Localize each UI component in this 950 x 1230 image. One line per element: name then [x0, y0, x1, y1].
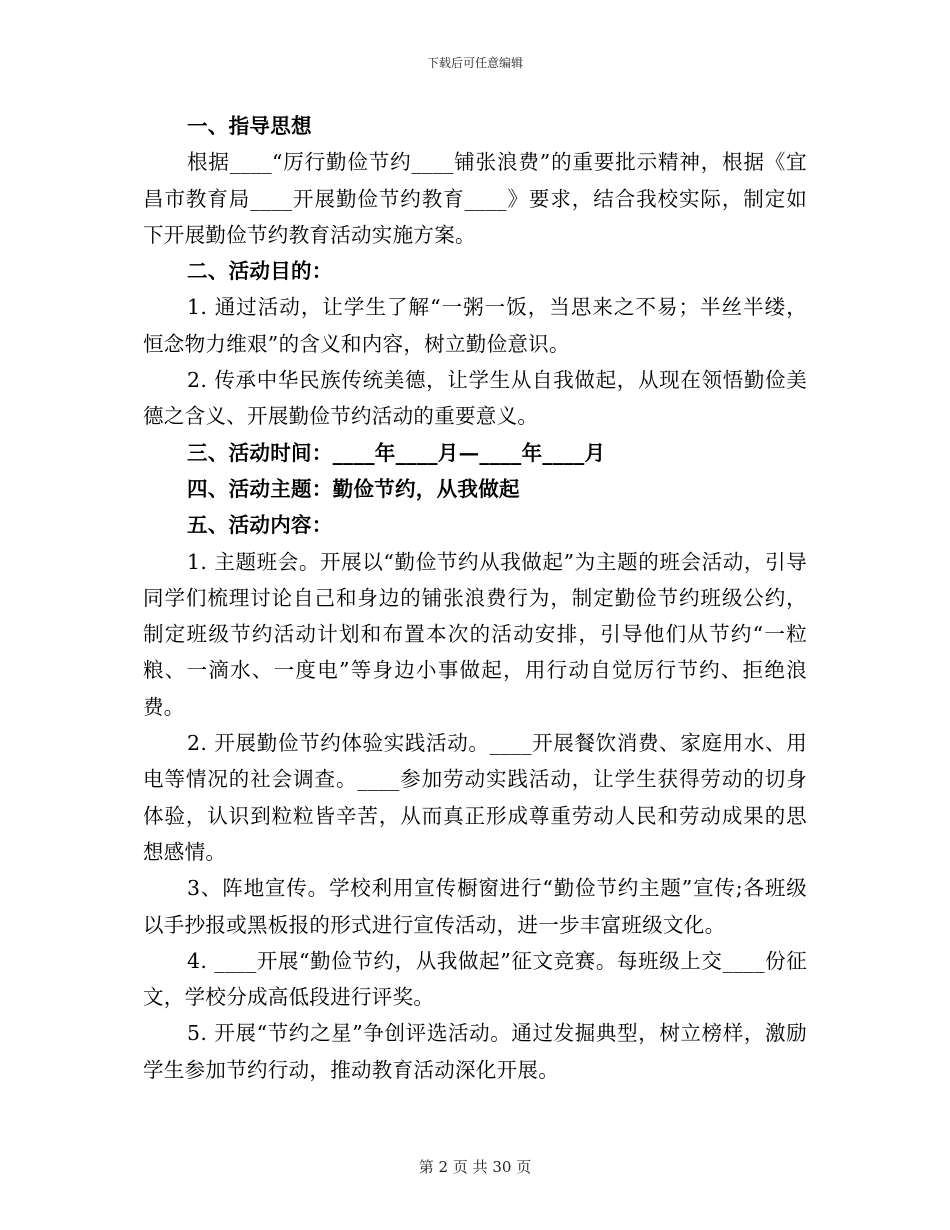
heading-activity-theme: 四、活动主题：勤俭节约，从我做起: [187, 476, 520, 501]
heading-activity-content: 五、活动内容：: [187, 513, 333, 538]
paragraph-guiding-thought: 根据____“厉行勤俭节约____铺张浪费”的重要批示精神，根据《宜昌市教育局____开展勤俭节约教育____》要求，结合我校实际，制定如下开展勤俭节约教育活动实施方案。: [143, 150, 807, 247]
document-body: [143, 108, 807, 1088]
paragraph-purpose-2: 2. 传承中华民族传统美德，让学生从自我做起，从现在领悟勤俭美德之含义、开展勤俭节约活动的重要意义。: [143, 368, 807, 429]
heading-activity-purpose: 二、活动目的：: [187, 259, 333, 284]
paragraph-content-5: 5. 开展“节约之星”争创评选活动。通过发掘典型，树立榜样，激励学生参加节约行动，推动教育活动深化开展。: [143, 1021, 807, 1082]
page-header: 下载后可任意编辑: [426, 56, 523, 70]
heading-activity-time: 三、活动时间：____年____月—____年____月: [187, 440, 606, 465]
paragraph-content-3: 3、阵地宣传。学校利用宣传橱窗进行“勤俭节约主题”宣传;各班级以手抄报或黑板报的形式进行宣传活动，进一步丰富班级文化。: [143, 876, 807, 937]
paragraph-content-2: 2. 开展勤俭节约体验实践活动。____开展餐饮消费、家庭用水、用电等情况的社会调查。____参加劳动实践活动，让学生获得劳动的切身体验，认识到粒粒皆辛苦，从而真正形成尊重劳动人民和劳动成果的思想感情。: [143, 731, 807, 864]
paragraph-purpose-1: 1. 通过活动，让学生了解“一粥一饭，当思来之不易；半丝半缕，恒念物力维艰”的含义和内容，树立勤俭意识。: [143, 295, 807, 356]
heading-guiding-thought: 一、指导思想: [187, 114, 312, 138]
paragraph-content-4: 4. ____开展“勤俭节约，从我做起”征文竞赛。每班级上交____份征文，学校分成高低段进行评奖。: [143, 948, 807, 1010]
page-number: 第 2 页 共 30 页: [418, 1158, 532, 1176]
paragraph-content-1: 1. 主题班会。开展以“勤俭节约从我做起”为主题的班会活动，引导同学们梳理讨论自己和身边的铺张浪费行为，制定勤俭节约班级公约，制定班级节约活动计划和布置本次的活动安排，引导他们从节约“一粒粮、一滴水、一度电”等身边小事做起，用行动自觉厉行节约、拒绝浪费。: [143, 549, 807, 719]
